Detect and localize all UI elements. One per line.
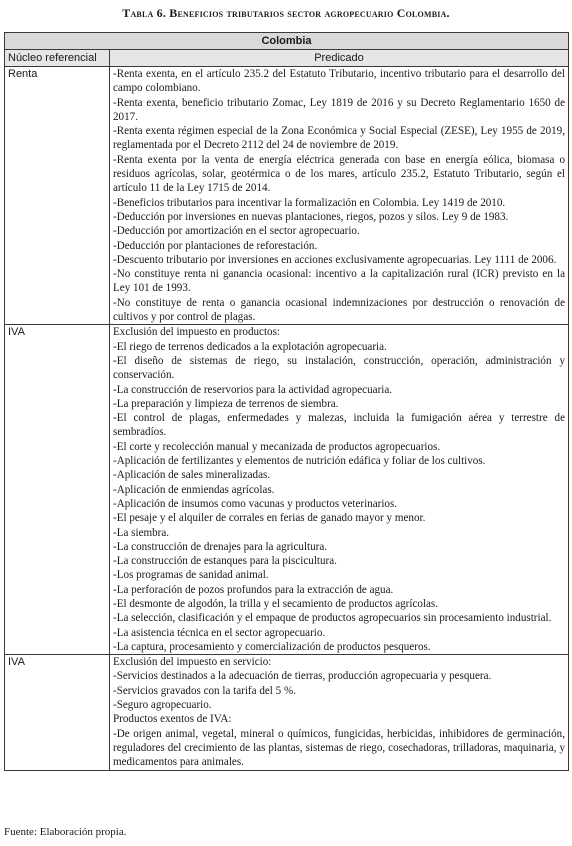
table-row xyxy=(5,67,569,325)
list-item: -Deducción por amortización en el sector agropecuario. xyxy=(113,225,360,238)
list-item: -Descuento tributario por inversiones en acciones exclusivamente agropecuarias. Ley 1111 de 2006. xyxy=(113,253,557,266)
list-item: Productos exentos de IVA: xyxy=(113,713,232,726)
country-header: Colombia xyxy=(5,33,569,50)
list-item: -La captura, procesamiento y comercialización de productos pesqueros. xyxy=(113,640,431,653)
list-item: -La asistencia técnica en el sector agropecuario. xyxy=(113,626,326,639)
list-item: -El riego de terrenos dedicados a la explotación agropecuaria. xyxy=(113,340,387,353)
row-items xyxy=(110,325,569,655)
tax-benefits-table xyxy=(4,32,569,771)
list-item: -El control de plagas, enfermedades y malezas, incluida la fumigación aérea y terrestre de sembradíos. xyxy=(113,412,565,439)
list-item: -El desmonte de algodón, la trilla y el secamiento de productos agrícolas. xyxy=(113,597,439,610)
list-item: -El diseño de sistemas de riego, su instalación, construcción, operación, administración y conservación. xyxy=(113,354,565,382)
list-item: -Los programas de sanidad animal. xyxy=(113,569,269,582)
list-item: -Servicios gravados con la tarifa del 5 %. xyxy=(113,684,296,697)
list-item: -Deducción por inversiones en nuevas plantaciones, riegos, pozos y silos. Ley 9 de 1983. xyxy=(113,210,509,223)
row-key: IVA xyxy=(5,655,110,770)
list-item: -Renta exenta por la venta de energía eléctrica generada con base en energía eólica, biomasa o residuos agrícolas, solar, geotérmica o de los mares, artículo 235.2, Estatuto Tributario, según el artículo 11 de la Ley 1715 de 2014. xyxy=(113,153,565,195)
column-header-predicado: Predicado xyxy=(110,50,569,67)
list-item: -Servicios destinados a la adecuación de tierras, producción agropecuaria y pesquera. xyxy=(113,670,492,683)
list-item: -Aplicación de enmiendas agrícolas. xyxy=(113,483,275,496)
list-item: -Deducción por plantaciones de reforestación. xyxy=(113,239,318,252)
list-item: -No constituye de renta o ganancia ocasional indemnizaciones por destrucción o renovación de cultivos y por control de plagas. xyxy=(113,296,565,324)
row-items xyxy=(110,67,569,325)
list-item: -La siembra. xyxy=(113,526,170,539)
list-item: -La selección, clasificación y el empaque de productos agropecuarios sin procesamiento industrial. xyxy=(113,612,552,625)
column-header-nucleo: Núcleo referencial xyxy=(5,50,110,67)
list-item: -Renta exenta régimen especial de la Zona Económica y Social Especial (ZESE), Ley 1955 de 2019, reglamentada por el Decreto 2112 del 24 de noviembre de 2019. xyxy=(113,125,565,152)
source-note: Fuente: Elaboración propia. xyxy=(4,826,127,838)
list-item: -La construcción de drenajes para la agricultura. xyxy=(113,540,328,553)
list-item: -Renta exenta, beneficio tributario Zomac, Ley 1819 de 2016 y su Decreto Reglamentario 1650 de 2017. xyxy=(113,96,565,123)
row-items xyxy=(110,655,569,770)
list-item: -Aplicación de fertilizantes y elementos de nutrición edáfica y foliar de los cultivos. xyxy=(113,455,486,468)
list-item: -La construcción de reservorios para la actividad agropecuaria. xyxy=(113,383,393,396)
column-header-row xyxy=(5,50,569,67)
table-row xyxy=(5,655,569,770)
list-item: -Beneficios tributarios para incentivar la formalización en Colombia. Ley 1419 de 2010. xyxy=(113,196,506,209)
list-item: -La preparación y limpieza de terrenos de siembra. xyxy=(113,397,339,410)
list-item: -La construcción de estanques para la piscicultura. xyxy=(113,555,337,568)
row-key: Renta xyxy=(5,67,110,325)
list-item: -No constituye renta ni ganancia ocasional: incentivo a la capitalización rural (ICR) previsto en la Ley 101 de 1993. xyxy=(113,268,565,295)
list-item: -Aplicación de insumos como vacunas y productos veterinarios. xyxy=(113,497,398,510)
table-row xyxy=(5,325,569,655)
list-item: Exclusión del impuesto en servicio: xyxy=(113,656,272,669)
row-key: IVA xyxy=(5,325,110,655)
list-item: -Renta exenta, en el artículo 235.2 del Estatuto Tributario, incentivo tributario para el desarrollo del campo colombiano. xyxy=(113,68,565,95)
list-item: -Aplicación de sales mineralizadas. xyxy=(113,469,271,482)
list-item: -De origen animal, vegetal, mineral o químicos, fungicidas, herbicidas, inhibidores de germinación, reguladores del crecimiento de las plantas, sistemas de riego, cosechadoras, trilladoras, maquinaria, y medicamentos para animales. xyxy=(113,727,565,769)
list-item: -El pesaje y el alquiler de corrales en ferias de ganado mayor y menor. xyxy=(113,512,426,525)
list-item: Exclusión del impuesto en productos: xyxy=(113,326,280,339)
list-item: -La perforación de pozos profundos para la extracción de agua. xyxy=(113,583,394,596)
country-header-row xyxy=(5,33,569,50)
list-item: -El corte y recolección manual y mecanizada de productos agropecuarios. xyxy=(113,440,441,453)
list-item: -Seguro agropecuario. xyxy=(113,699,212,712)
table-title: Tabla 6. Beneficios tributarios sector agropecuario Colombia. xyxy=(122,6,450,20)
